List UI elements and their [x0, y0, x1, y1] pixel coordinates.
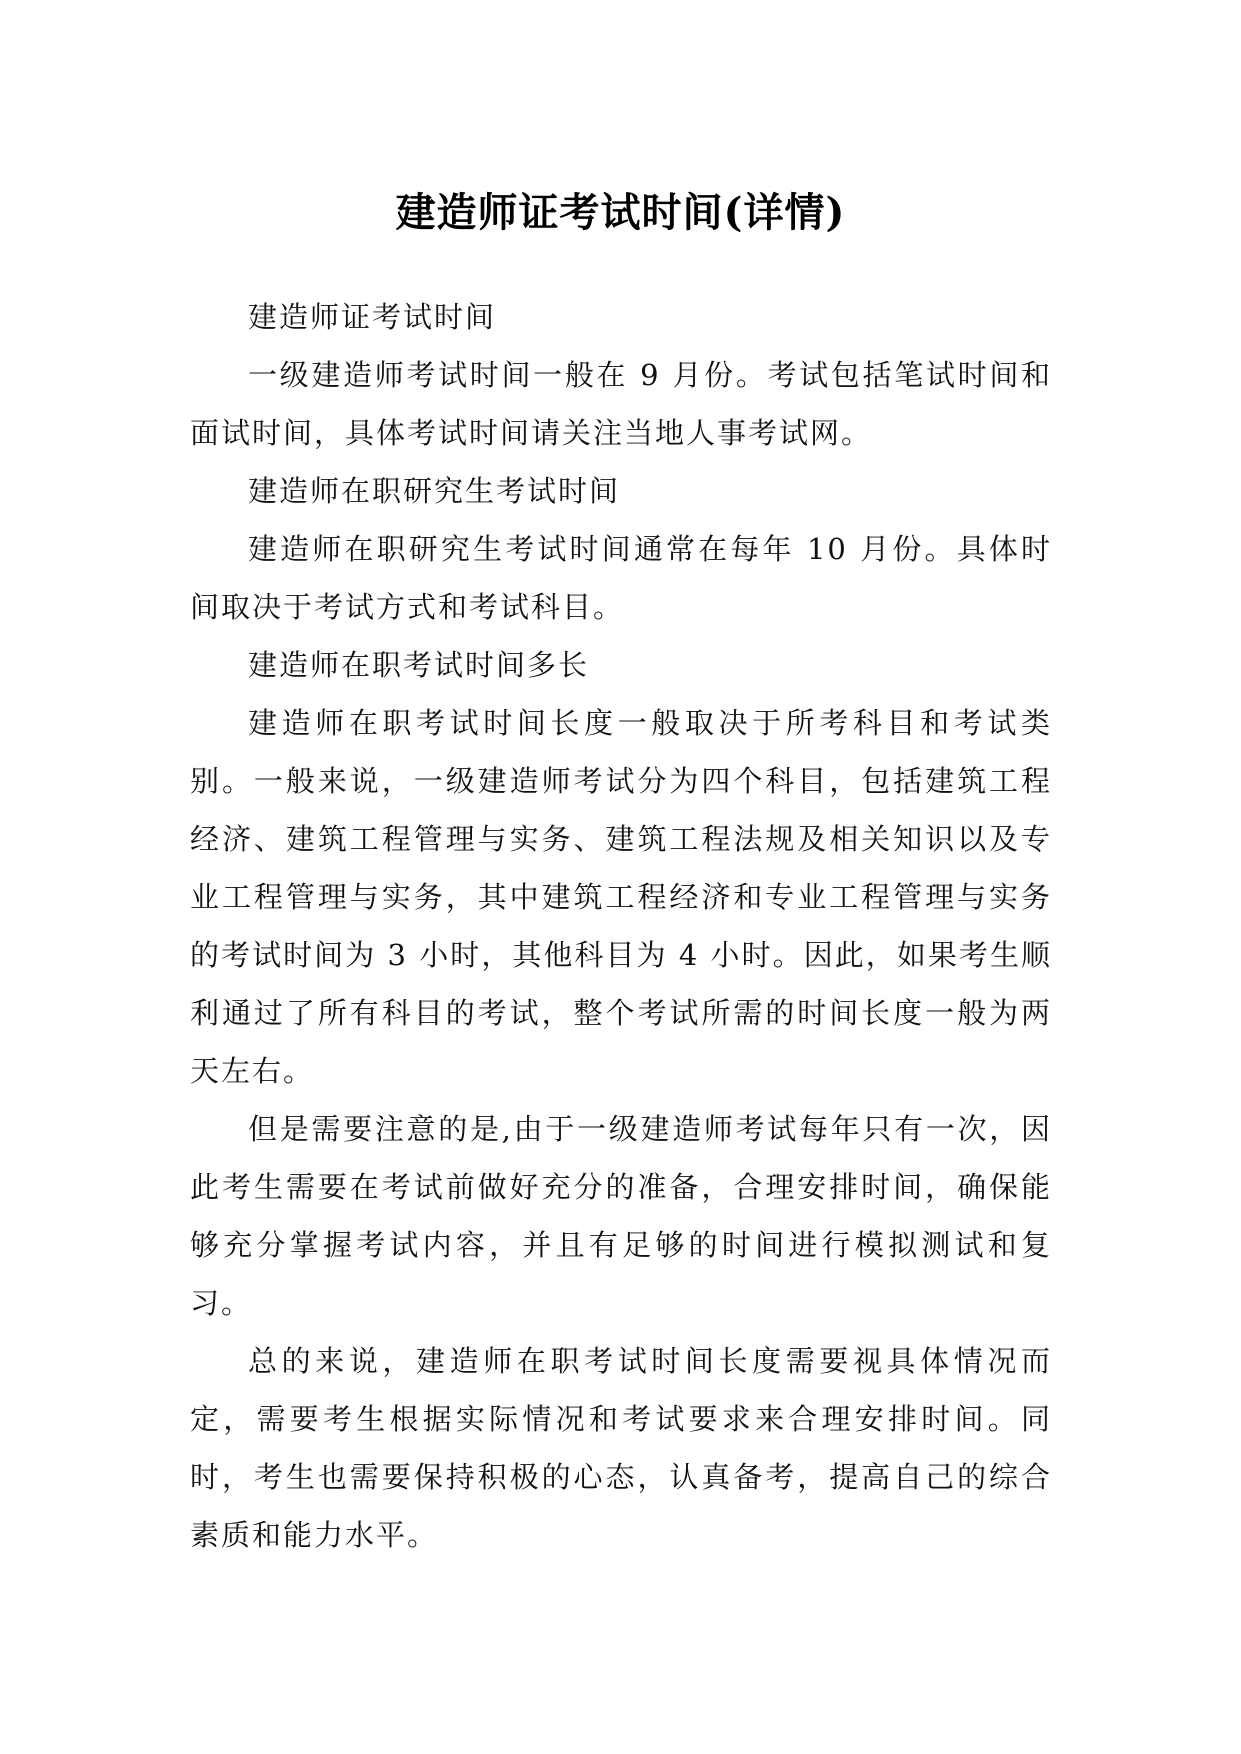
- paragraph-first-level-exam-time: 一级建造师考试时间一般在 9 月份。考试包括笔试时间和面试时间，具体考试时间请关注当地人事考试网。: [190, 358, 1052, 450]
- paragraph-postgraduate-exam-time: 建造师在职研究生考试时间通常在每年 10 月份。具体时间取决于考试方式和考试科目。: [190, 532, 1052, 624]
- paragraph-summary: 总的来说，建造师在职考试时间长度需要视具体情况而定，需要考生根据实际情况和考试要求来合理安排时间。同时，考生也需要保持积极的心态，认真备考，提高自己的综合素质和能力水平。: [190, 1344, 1052, 1552]
- paragraph-exam-duration: 建造师在职考试时间长度一般取决于所考科目和考试类别。一般来说，一级建造师考试分为四个科目，包括建筑工程经济、建筑工程管理与实务、建筑工程法规及相关知识以及专业工程管理与实务，其中建筑工程经济和专业工程管理与实务的考试时间为 3 小时，其他科目为 4 小时。因此，如果考生顺利通过了所有科目的考试，整个考试所需的时间长度一般为两天左右。: [190, 706, 1052, 1088]
- document-body: [190, 288, 1052, 1564]
- document-title: 建造师证考试时间(详情): [395, 188, 846, 236]
- section-heading-exam-duration: 建造师在职考试时间多长: [248, 648, 590, 682]
- paragraph-preparation-note: 但是需要注意的是,由于一级建造师考试每年只有一次，因此考生需要在考试前做好充分的准备，合理安排时间，确保能够充分掌握考试内容，并且有足够的时间进行模拟测试和复习。: [190, 1112, 1052, 1320]
- section-heading-postgraduate-exam-time: 建造师在职研究生考试时间: [248, 474, 621, 508]
- section-heading-exam-time: 建造师证考试时间: [248, 300, 497, 334]
